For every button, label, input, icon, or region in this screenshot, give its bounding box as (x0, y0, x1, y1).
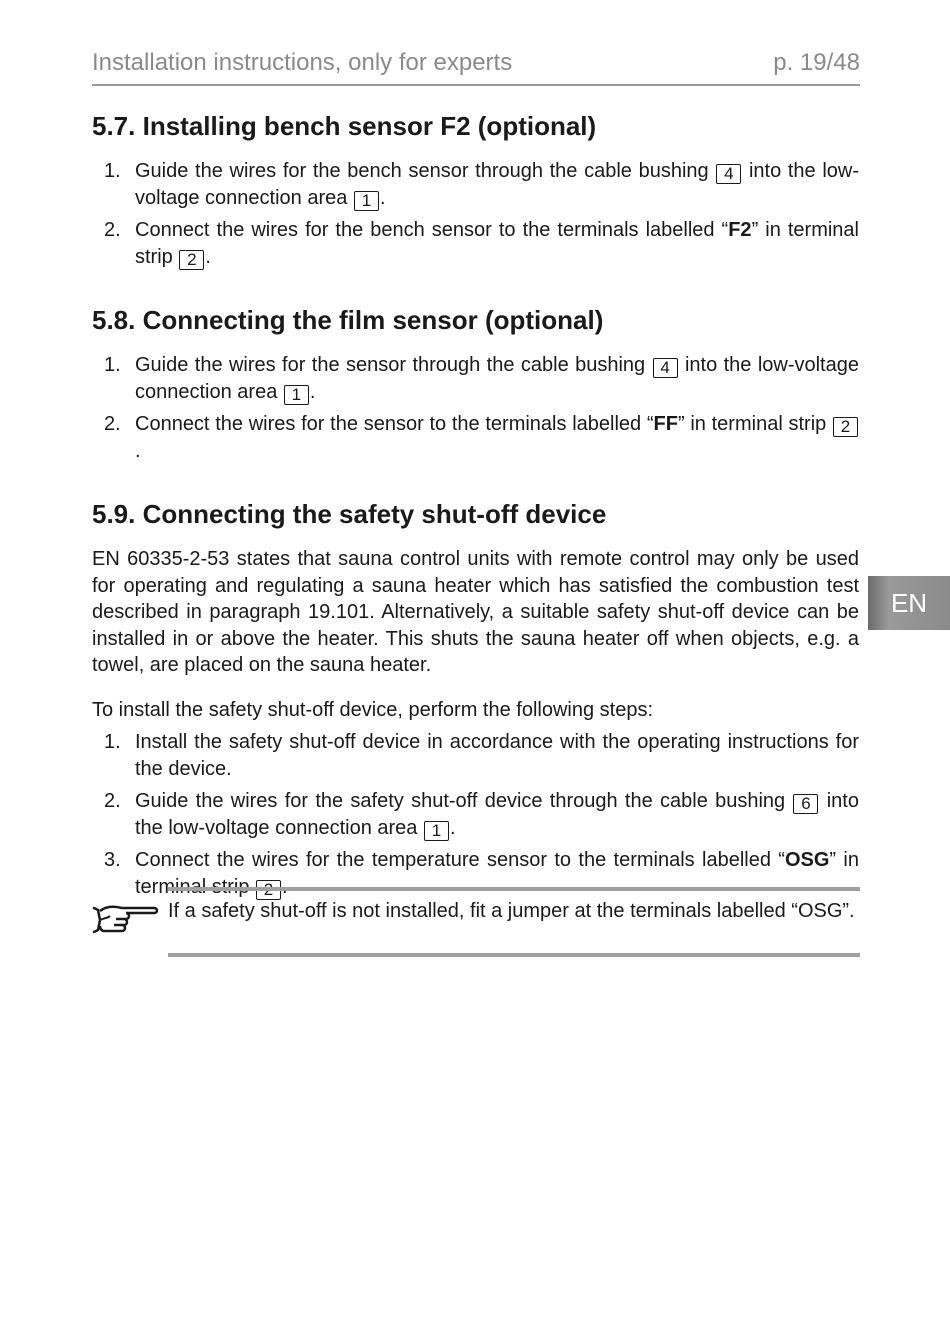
step-text: ” in terminal strip (135, 849, 859, 898)
step-text: Connect the wires for the sensor to the terminals labelled “ (135, 413, 654, 435)
reference-box: 1 (354, 191, 379, 211)
step-text: Connect the wires for the temperature sensor to the terminals labelled “ (135, 849, 785, 871)
document-title: Installation instructions, only for experts (92, 49, 513, 76)
step-text: . (205, 245, 211, 268)
reference-box: 2 (833, 417, 858, 437)
step-text: . (379, 186, 386, 209)
step-text: ” in terminal strip (135, 219, 859, 268)
step-text: . (282, 875, 288, 898)
reference-box: 6 (793, 794, 818, 814)
reference-box: 1 (284, 385, 309, 405)
step-text: Guide the wires for the safety shut-off device through the cable bushing (135, 790, 793, 812)
list-number: 1. (104, 354, 121, 376)
pointing-hand-icon (92, 896, 160, 936)
list-number: 2. (104, 219, 121, 241)
section-heading: 5.9. Connecting the safety shut-off device (92, 499, 607, 529)
list-item (92, 352, 859, 405)
step-text: . (449, 816, 456, 839)
list-number: 2. (104, 790, 121, 812)
step-text: into the low-voltage connection area (135, 354, 859, 403)
paragraph: EN 60335-2-53 states that sauna control units with remote control may only be used for operating and regulating a sauna heater which has satisfied the combustion test described in paragraph 19.101. Alternatively, a suitable safety shut-off device can be installed in or above the heater. This shuts the sauna heater off when objects, e.g. a towel, are placed on the sauna heater. (92, 548, 859, 676)
list-item (92, 217, 859, 270)
terminal-label: FF (653, 413, 678, 435)
step-text: into the low-voltage connection area (135, 160, 860, 209)
step-text: Install the safety shut-off device in accordance with the operating instructions for the device. (135, 731, 859, 780)
list-item (92, 788, 859, 841)
reference-box: 4 (653, 358, 678, 378)
list-item (92, 411, 859, 464)
section-5-7 (92, 106, 859, 270)
terminal-label: F2 (728, 219, 752, 241)
page-number: p. 19/48 (773, 49, 860, 76)
section-heading: 5.7. Installing bench sensor F2 (optional) (92, 111, 597, 141)
list-number: 2. (104, 413, 121, 435)
step-text: Guide the wires for the sensor through the cable bushing (135, 354, 652, 376)
note-box (168, 887, 860, 957)
list-item (92, 158, 859, 211)
list-number: 1. (104, 731, 121, 753)
list-item (92, 729, 859, 782)
language-tab[interactable] (868, 576, 950, 630)
list-number: 3. (104, 849, 121, 871)
section-heading: 5.8. Connecting the film sensor (optional) (92, 305, 604, 335)
reference-box: 2 (179, 250, 204, 270)
step-text: Connect the wires for the bench sensor to the terminals labelled “ (135, 219, 729, 241)
reference-box: 2 (256, 880, 281, 900)
step-text: . (135, 439, 141, 462)
page-header (92, 46, 860, 86)
reference-box: 4 (716, 164, 741, 184)
list-number: 1. (104, 160, 121, 182)
step-text: Guide the wires for the bench sensor through the cable bushing (135, 160, 716, 182)
section-5-9 (92, 494, 859, 900)
step-text: into the low-voltage connection area (135, 790, 859, 839)
language-tab-label: EN (890, 588, 928, 618)
step-text: ” in terminal strip (677, 413, 832, 435)
paragraph: To install the safety shut-off device, perform the following steps: (92, 698, 654, 721)
note-text: If a safety shut-off is not installed, fit a jumper at the terminals labelled “OSG”. (168, 900, 855, 922)
terminal-label: OSG (784, 849, 830, 871)
reference-box: 1 (424, 821, 449, 841)
step-text: . (309, 380, 316, 403)
section-5-8 (92, 300, 859, 464)
main-content (92, 106, 859, 906)
